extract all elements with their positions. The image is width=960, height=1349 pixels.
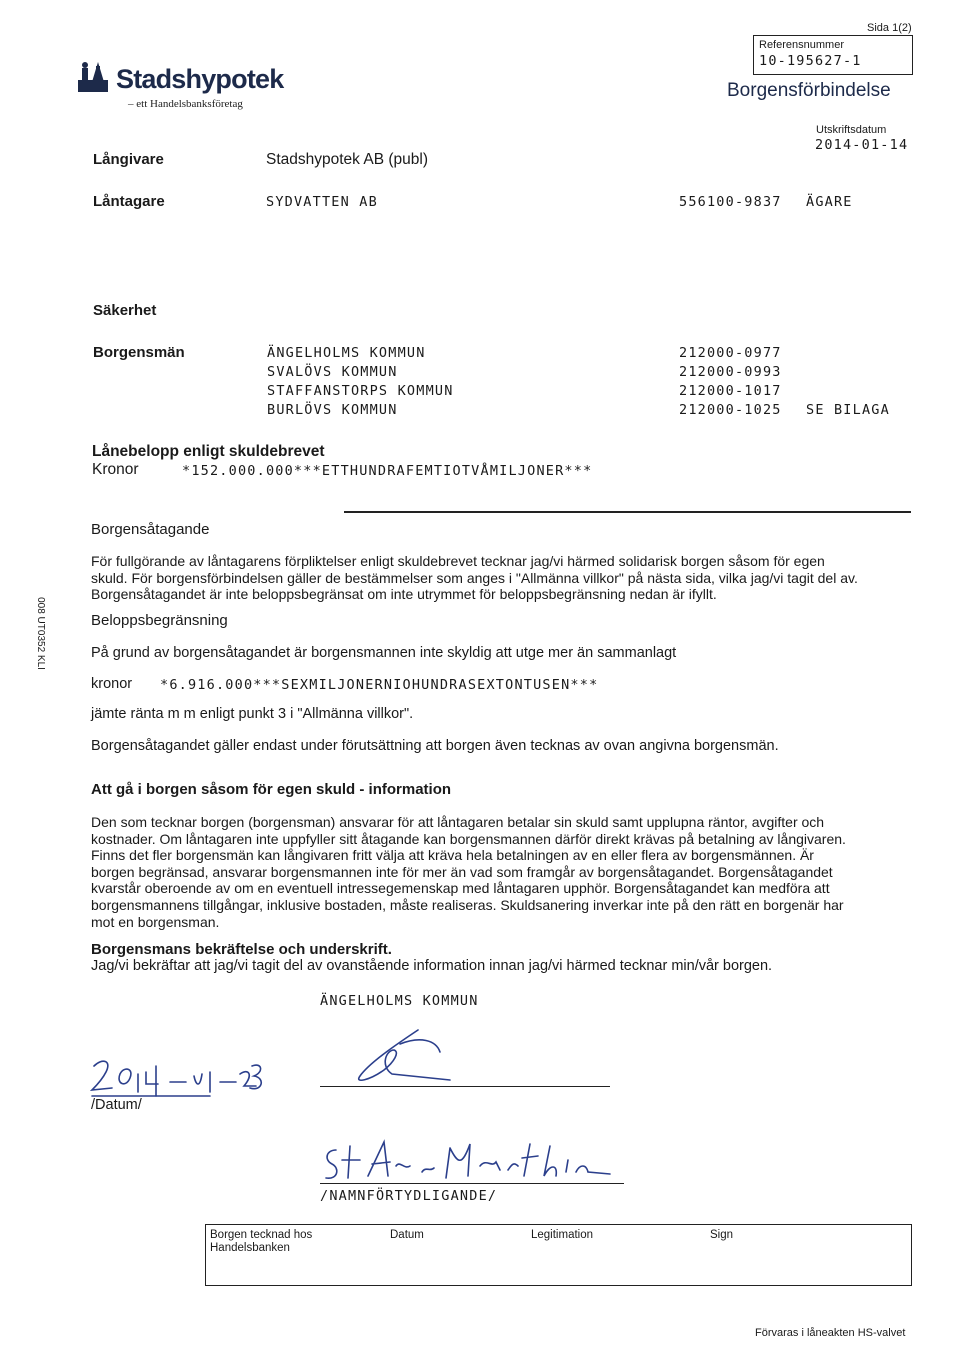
limit-heading: Beloppsbegränsning: [91, 612, 228, 629]
confirmation-heading: Borgensmans bekräftelse och underskrift.: [91, 941, 392, 958]
name-clarification-label: /NAMNFÖRTYDLIGANDE/: [320, 1188, 498, 1204]
guarantor-name: SVALÖVS KOMMUN: [267, 364, 398, 380]
undertaking-text: För fullgörande av låntagarens förpliktelser enligt skuldebrevet tecknar jag/vi härmed solidarisk borgen såsom för egen skuld. För borgensförbindelsen gäller de bestämmelser som anges i "Allmänna villkor" på nästa sida, vilka jag/vi tagit del av. Borgensåtagandet är inte beloppsbegränsat om inte utrymmet för beloppsbegränsning nedan är ifyllt.: [91, 553, 858, 603]
document-title: Borgensförbindelse: [727, 80, 891, 101]
borrower-name: SYDVATTEN AB: [266, 194, 378, 210]
bank-signing-box: [205, 1224, 912, 1286]
guarantor-name: BURLÖVS KOMMUN: [267, 402, 398, 418]
guarantor-org-number: 212000-1025: [679, 402, 782, 418]
limit-currency-label: kronor: [91, 676, 133, 692]
loan-currency-label: Kronor: [92, 461, 139, 478]
bank-box-sign-label: Sign: [710, 1229, 734, 1241]
info-text: Den som tecknar borgen (borgensman) ansvarar för att låntagaren betalar sin skuld samt upplupna räntor, avgifter och kostnader. Om låntagaren inte uppfyller sitt åtagande kan borgensmannen därför direkt krävas på betalning av långivaren. Finns det fler borgensmän kan långivaren fritt välja att kräva hela betalningen av en eller flera av borgensmännen. Är borgen begränsad, ansvarar borgensmannen inte för mer än vad som framgår av borgensåtagandet. Borgensåtagandet kvarstår oberoende av om en eventuell intressegemenskap med låntagaren upphör. Borgensåtagandet kan medföra att borgensmannens tillgångar, inklusive bostaden, måste realiseras. Skuldsanering inverkar inte på den rätt en borgenär har mot en borgensman.: [91, 814, 846, 930]
section-divider: [344, 511, 911, 513]
side-form-code: [24, 597, 46, 670]
bank-box-identification-label: Legitimation: [531, 1229, 594, 1241]
signed-at-bank-label: Borgen tecknad hos Handelsbanken: [210, 1229, 313, 1254]
logo-subtitle: – ett Handelsbanksföretag: [128, 98, 243, 110]
print-date-label: Utskriftsdatum: [816, 124, 887, 136]
condition-clause: Borgensåtagandet gäller endast under förutsättning att borgen även tecknas av ovan angivna borgensmän.: [91, 738, 779, 754]
guarantor-org-number: 212000-1017: [679, 383, 782, 399]
reference-number: 10-195627-1: [759, 53, 862, 69]
loan-amount: *152.000.000***ETTHUNDRAFEMTIOTVÅMILJONER***: [182, 463, 593, 479]
borrower-org-number: 556100-9837: [679, 194, 782, 210]
borrower-label: Låntagare: [93, 193, 165, 210]
reference-box: [753, 35, 913, 75]
side-form-code-text: 008 UT0352 KLI: [34, 597, 46, 670]
signature-line: [320, 1086, 610, 1087]
logo-text: Stadshypotek: [116, 64, 284, 94]
security-heading: Säkerhet: [93, 302, 157, 319]
page-number: Sida 1(2): [867, 22, 912, 34]
guarantor-name: STAFFANSTORPS KOMMUN: [267, 383, 454, 399]
limit-intro: På grund av borgensåtagandet är borgensmannen inte skyldig att utge mer än sammanlagt: [91, 645, 677, 661]
interest-clause: jämte ränta m m enligt punkt 3 i "Allmänna villkor".: [91, 706, 414, 722]
signing-guarantor-name: ÄNGELHOLMS KOMMUN: [320, 993, 479, 1009]
handwritten-date: [90, 1052, 265, 1100]
print-date: 2014-01-14: [815, 137, 909, 153]
stadshypotek-logo-mark-icon: [76, 60, 110, 94]
limit-amount: *6.916.000***SEXMILJONERNIOHUNDRASEXTONTUSEN***: [160, 677, 599, 693]
guarantor-org-number: 212000-0977: [679, 345, 782, 361]
see-attachment-note: SE BILAGA: [806, 402, 890, 418]
guarantors-label: Borgensmän: [93, 344, 185, 361]
borrower-role: ÄGARE: [806, 194, 853, 210]
bank-box-date-label: Datum: [390, 1229, 424, 1241]
guarantor-org-number: 212000-0993: [679, 364, 782, 380]
loan-amount-heading: Lånebelopp enligt skuldebrevet: [92, 443, 325, 460]
date-label: /Datum/: [91, 1097, 142, 1113]
name-clarification-line: [320, 1183, 624, 1184]
signature-mark: [340, 1026, 460, 1084]
undertaking-heading: Borgensåtagande: [91, 521, 210, 538]
guarantor-name: ÄNGELHOLMS KOMMUN: [267, 345, 426, 361]
info-heading: Att gå i borgen såsom för egen skuld - information: [91, 781, 452, 798]
confirmation-text: Jag/vi bekräftar att jag/vi tagit del av ovanstående information innan jag/vi härmed tecknar min/vår borgen.: [91, 958, 773, 974]
lender-name: Stadshypotek AB (publ): [266, 151, 428, 168]
footer-storage-note: Förvaras i låneakten HS-valvet: [755, 1327, 906, 1339]
handwritten-name-signature: [318, 1136, 638, 1186]
lender-label: Långivare: [93, 151, 164, 168]
reference-label: Referensnummer: [759, 39, 844, 51]
